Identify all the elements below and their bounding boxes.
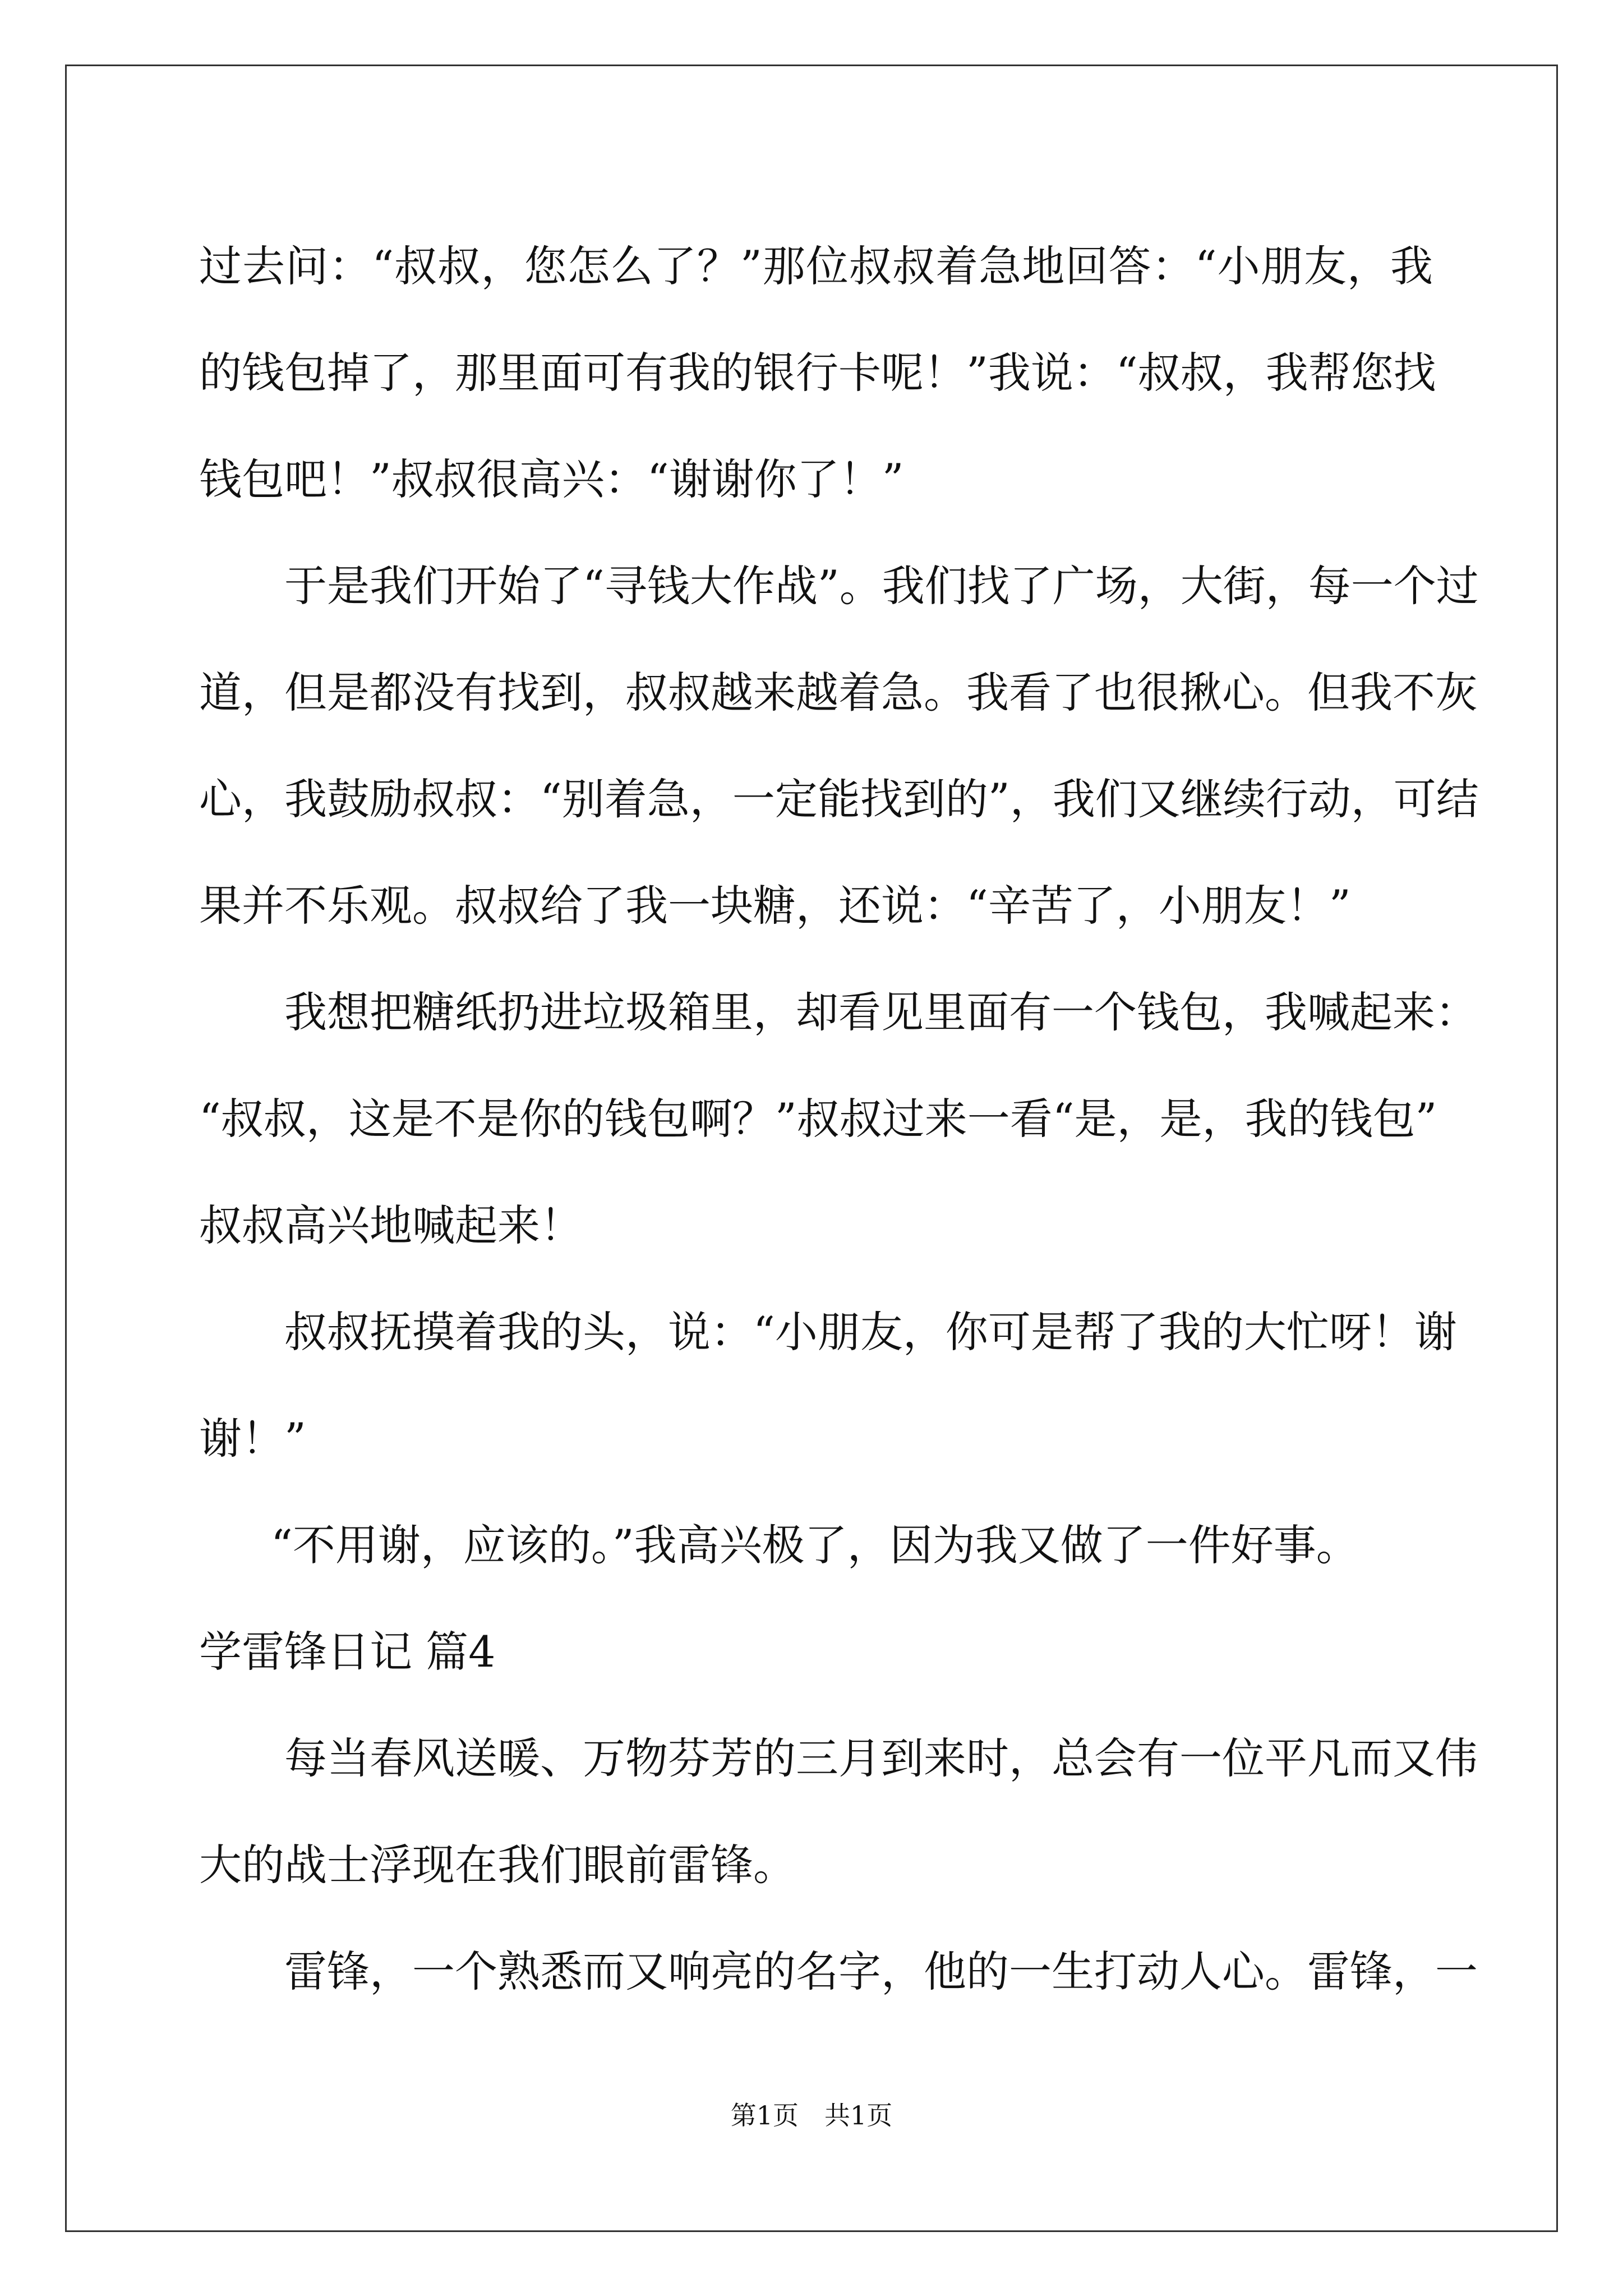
paragraph-line: 过去问：“叔叔，您怎么了？”那位叔叔着急地回答：“小朋友，我 bbox=[199, 241, 1433, 291]
paragraph-line: 谢！” bbox=[199, 1414, 306, 1464]
section-heading: 学雷锋日记 篇4 bbox=[199, 1627, 496, 1677]
paragraph-line: 钱包吧！”叔叔很高兴：“谢谢你了！” bbox=[199, 454, 904, 504]
paragraph-line: 叔叔高兴地喊起来！ bbox=[199, 1200, 583, 1250]
document-body bbox=[199, 213, 1479, 2025]
paragraph-line: 我想把糖纸扔进垃圾箱里，却看见里面有一个钱包，我喊起来： bbox=[284, 987, 1478, 1037]
paragraph-line: 大的战士浮现在我们眼前雷锋。 bbox=[199, 1840, 796, 1890]
paragraph-line: “不用谢，应该的。”我高兴极了，因为我又做了一件好事。 bbox=[271, 1520, 1359, 1570]
paragraph-line: 的钱包掉了，那里面可有我的银行卡呢！”我说：“叔叔，我帮您找 bbox=[199, 348, 1436, 398]
paragraph-line: 心，我鼓励叔叔：“别着急，一定能找到的”，我们又继续行动，可结 bbox=[199, 774, 1479, 824]
paragraph-line: 于是我们开始了“寻钱大作战”。我们找了广场，大街，每一个过 bbox=[284, 561, 1479, 611]
paragraph-line: 果并不乐观。叔叔给了我一块糖，还说：“辛苦了，小朋友！” bbox=[199, 881, 1351, 931]
paragraph-line: “叔叔，这是不是你的钱包啊？”叔叔过来一看“是，是，我的钱包” bbox=[199, 1094, 1437, 1144]
paragraph-line: 每当春风送暖、万物芬芳的三月到来时，总会有一位平凡而又伟 bbox=[284, 1733, 1478, 1783]
paragraph-line: 雷锋，一个熟悉而又响亮的名字，他的一生打动人心。雷锋，一 bbox=[284, 1947, 1478, 1996]
paragraph-line: 叔叔抚摸着我的头，说：“小朋友，你可是帮了我的大忙呀！谢 bbox=[284, 1307, 1457, 1357]
paragraph-line: 道，但是都没有找到，叔叔越来越着急。我看了也很揪心。但我不灰 bbox=[199, 668, 1478, 717]
page-number-footer: 第1页 共1页 bbox=[730, 2100, 893, 2131]
